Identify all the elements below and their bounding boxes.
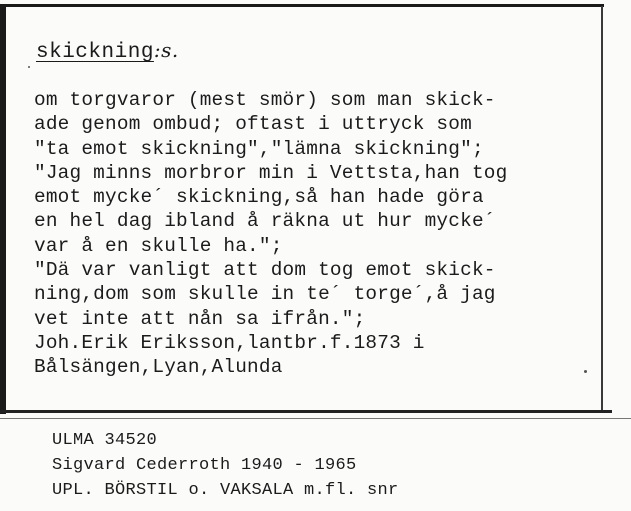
headword: [36, 38, 179, 64]
scan-speck: [584, 370, 587, 373]
archive-number: ULMA 34520: [52, 431, 158, 450]
parish-line: UPL. BÖRSTIL o. VAKSALA m.fl. snr: [52, 481, 399, 500]
body-line: var å en skulle ha.";: [34, 234, 283, 257]
card-footer: [52, 428, 399, 503]
card-border-left: [0, 4, 6, 414]
body-line: en hel dag ibland å räkna ut hur mycke´: [34, 210, 496, 233]
body-line: emot mycke´ skickning,så han hade göra: [34, 186, 484, 209]
headword-term: skickning: [36, 41, 154, 64]
body-line: Bålsängen,Lyan,Alunda: [34, 356, 283, 379]
body-line: vet inte att nån sa ifrån.";: [34, 307, 366, 330]
body-line: "Dä var vanligt att dom tog emot skick-: [34, 259, 496, 282]
body-line: ade genom ombud; oftast i uttryck som: [34, 113, 472, 136]
headword-suffix: :s.: [153, 38, 179, 62]
body-line: "ta emot skickning","lämna skickning";: [34, 137, 484, 160]
card-body: [34, 88, 600, 380]
collector-line: Sigvard Cederroth 1940 - 1965: [52, 456, 357, 475]
card-divider: [0, 418, 631, 419]
body-line: "Jag minns morbror min i Vettsta,han tog: [34, 161, 508, 184]
body-line: ning,dom som skulle in te´ torge´,å jag: [34, 283, 496, 306]
card-border-bottom: [0, 410, 612, 413]
card-border-top: [6, 4, 604, 7]
body-line: om torgvaror (mest smör) som man skick-: [34, 89, 496, 111]
body-line: Joh.Erik Eriksson,lantbr.f.1873 i: [34, 331, 425, 354]
scan-speck: [28, 66, 30, 68]
card-border-right: [601, 6, 603, 410]
